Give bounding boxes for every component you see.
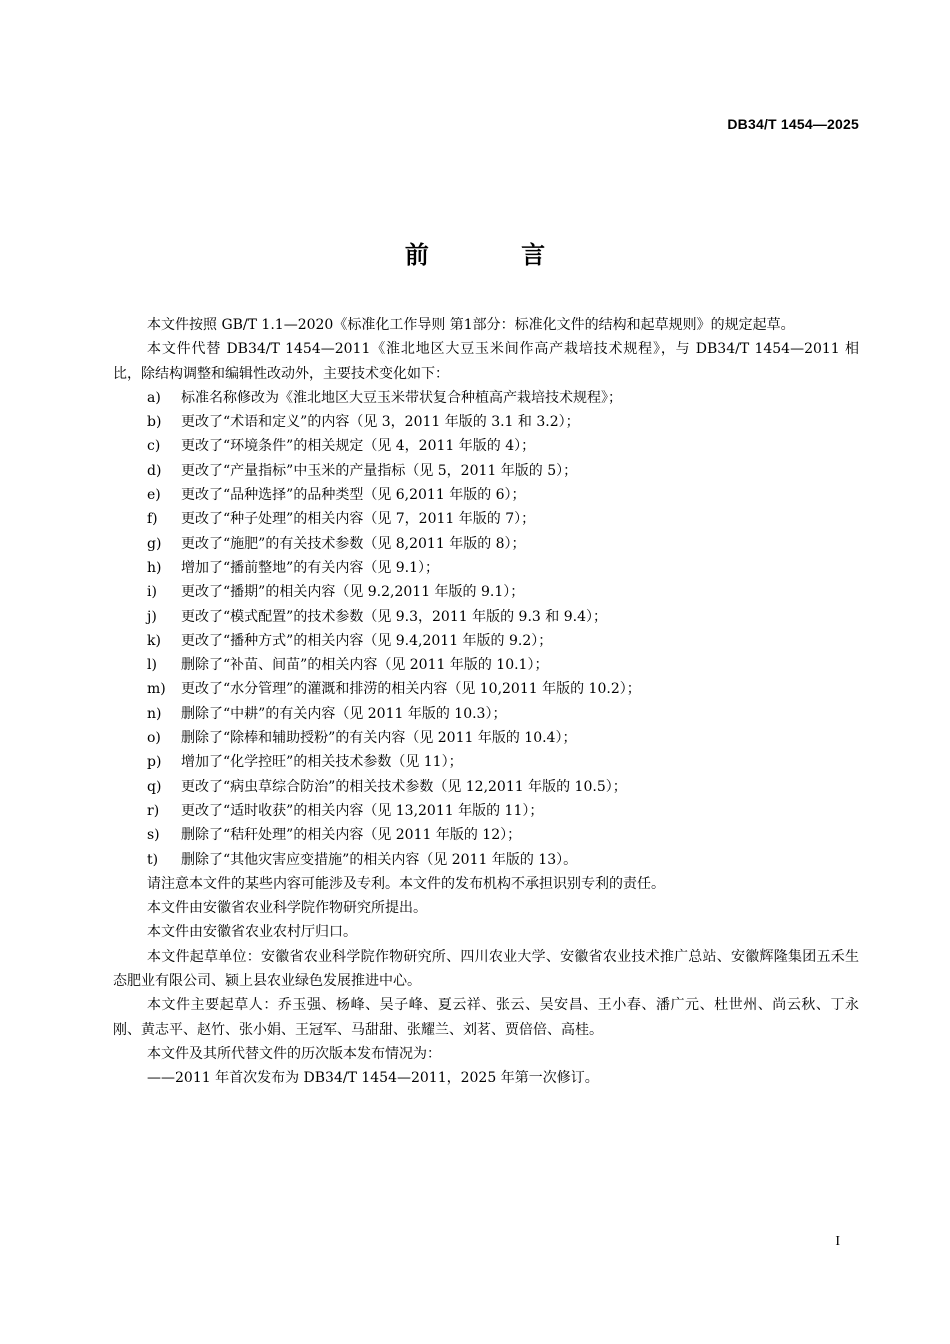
- list-item: [113, 434, 859, 458]
- paragraph-drafting-units: 本文件起草单位：安徽省农业科学院作物研究所、四川农业大学、安徽省农业技术推广总站、安徽辉隆集团五禾生态肥业有限公司、颍上县农业绿色发展推进中心。: [113, 948, 859, 990]
- list-item-text: 删除了“补苗、间苗”的相关内容（见 2011 年版的 10.1）；: [181, 657, 549, 674]
- list-item: [113, 629, 859, 653]
- list-item: [113, 677, 859, 701]
- list-marker: o): [147, 730, 161, 747]
- list-marker: n): [147, 705, 162, 722]
- list-item: [113, 580, 859, 604]
- list-marker: i): [147, 584, 157, 601]
- list-item-text: 更改了“品种选择”的品种类型（见 6,2011 年版的 6）；: [181, 487, 526, 504]
- list-item: [113, 775, 859, 799]
- paragraph-proposed-by: 本文件由安徽省农业科学院作物研究所提出。: [147, 900, 427, 917]
- paragraph-patent-notice: 请注意本文件的某些内容可能涉及专利。本文件的发布机构不承担识别专利的责任。: [147, 875, 665, 892]
- list-marker: l): [147, 657, 157, 674]
- paragraph-replacement: 本文件代替 DB34/T 1454—2011《淮北地区大豆玉米间作高产栽培技术规程》，与 DB34/T 1454—2011 相比，除结构调整和编辑性改动外，主要技术变化如下：: [113, 341, 859, 382]
- list-item: [113, 848, 859, 872]
- list-item: [113, 386, 859, 410]
- list-item-text: 删除了“中耕”的有关内容（见 2011 年版的 10.3）；: [181, 705, 507, 722]
- list-marker: a): [147, 389, 161, 406]
- paragraph-history-intro: 本文件及其所代替文件的历次版本发布情况为：: [147, 1045, 441, 1062]
- list-item-text: 更改了“适时收获”的相关内容（见 13,2011 年版的 11）；: [181, 802, 544, 819]
- list-marker: k): [147, 632, 161, 649]
- list-item: [113, 799, 859, 823]
- list-item: [113, 750, 859, 774]
- page-number: I: [835, 1234, 840, 1249]
- list-item-text: 更改了“播期”的相关内容（见 9.2,2011 年版的 9.1）；: [181, 584, 525, 601]
- list-item-text: 更改了“种子处理”的相关内容（见 7，2011 年版的 7）；: [181, 511, 536, 528]
- list-marker: t): [147, 851, 159, 868]
- list-item-text: 更改了“环境条件”的相关规定（见 4，2011 年版的 4）；: [181, 438, 536, 455]
- list-item: [113, 605, 859, 629]
- list-item-text: 增加了“播前整地”的有关内容（见 9.1）；: [181, 559, 440, 576]
- list-marker: q): [147, 778, 162, 795]
- list-item-text: 更改了“产量指标”中玉米的产量指标（见 5，2011 年版的 5）；: [181, 462, 578, 479]
- list-marker: j): [147, 608, 157, 625]
- list-item-text: 更改了“术语和定义”的内容（见 3，2011 年版的 3.1 和 3.2）；: [181, 414, 580, 431]
- list-item-text: 标准名称修改为《淮北地区大豆玉米带状复合种植高产栽培技术规程》；: [181, 389, 622, 406]
- document-body: [113, 313, 859, 1091]
- paragraph-drafters: 本文件主要起草人：乔玉强、杨峰、吴子峰、夏云祥、张云、吴安昌、王小春、潘广元、杜世州、尚云秋、丁永刚、黄志平、赵竹、张小娟、王冠军、马甜甜、张耀兰、刘茗、贾倍倍、高桂。: [113, 997, 859, 1038]
- list-marker: h): [147, 559, 162, 576]
- list-marker: d): [147, 462, 162, 479]
- list-marker: p): [147, 754, 162, 771]
- list-marker: e): [147, 487, 161, 504]
- list-item: [113, 410, 859, 434]
- list-item: [113, 483, 859, 507]
- list-item-text: 删除了“其他灾害应变措施”的相关内容（见 2011 年版的 13）。: [181, 851, 578, 868]
- changes-list: [113, 386, 859, 872]
- list-item-text: 更改了“病虫草综合防治”的相关技术参数（见 12,2011 年版的 10.5）；: [181, 778, 627, 795]
- list-item: [113, 556, 859, 580]
- list-marker: b): [147, 414, 162, 431]
- list-marker: g): [147, 535, 162, 552]
- list-marker: c): [147, 438, 161, 455]
- list-marker: r): [147, 802, 160, 819]
- list-item-text: 更改了“水分管理”的灌溉和排涝的相关内容（见 10,2011 年版的 10.2）；: [181, 681, 641, 698]
- list-item-text: 增加了“化学控旺”的相关技术参数（见 11）；: [181, 754, 463, 771]
- list-item: [113, 532, 859, 556]
- list-item: [113, 653, 859, 677]
- list-marker: m): [147, 681, 166, 698]
- list-item: [113, 823, 859, 847]
- list-item-text: 更改了“播种方式”的相关内容（见 9.4,2011 年版的 9.2）；: [181, 632, 553, 649]
- list-item: [113, 459, 859, 483]
- list-marker: f): [147, 511, 158, 528]
- list-item-text: 更改了“施肥”的有关技术参数（见 8,2011 年版的 8）；: [181, 535, 526, 552]
- list-item-text: 删除了“秸秆处理”的相关内容（见 2011 年版的 12）；: [181, 827, 522, 844]
- list-item-text: 更改了“模式配置”的技术参数（见 9.3，2011 年版的 9.3 和 9.4）；: [181, 608, 607, 625]
- list-item-text: 删除了“除棒和辅助授粉”的有关内容（见 2011 年版的 10.4）；: [181, 730, 577, 747]
- list-item: [113, 726, 859, 750]
- list-marker: s): [147, 827, 160, 844]
- document-code: DB34/T 1454—2025: [727, 116, 859, 132]
- list-item: [113, 507, 859, 531]
- list-item: [113, 702, 859, 726]
- paragraph-drafting-rule: 本文件按照 GB/T 1.1—2020《标准化工作导则 第1部分：标准化文件的结构和起草规则》的规定起草。: [147, 317, 795, 333]
- paragraph-history-item: ——2011 年首次发布为 DB34/T 1454—2011，2025 年第一次修订。: [147, 1070, 599, 1087]
- paragraph-centralized-by: 本文件由安徽省农业农村厅归口。: [147, 924, 357, 941]
- page-title: 前 言: [404, 241, 588, 269]
